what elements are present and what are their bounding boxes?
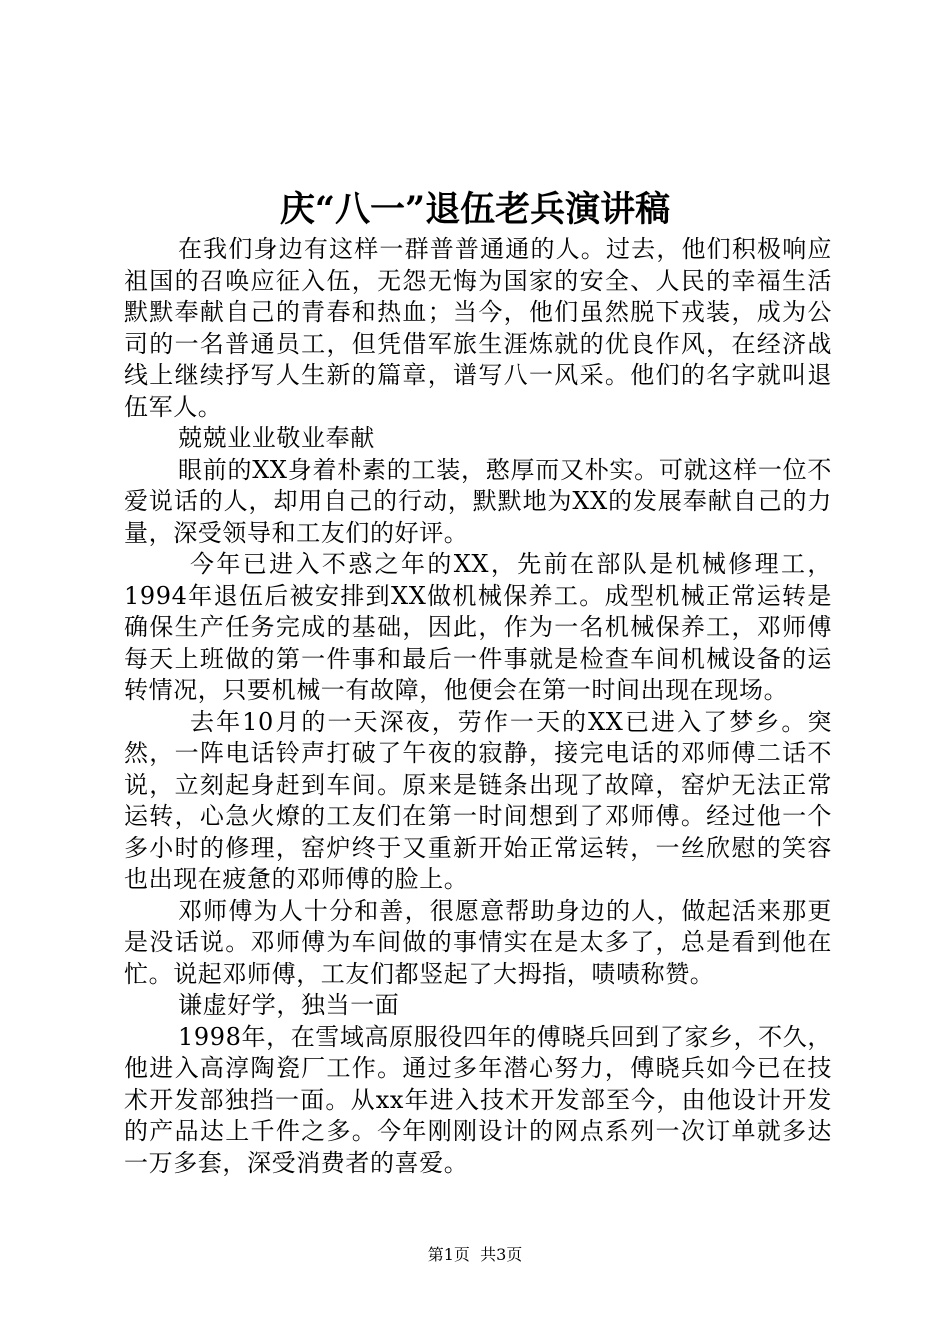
paragraph-design-work: 1998年，在雪域高原服役四年的傅晓兵回到了家乡，不久，他进入高淳陶瓷厂工作。通过多年潜心努力，傅晓兵如今已在技术开发部独挡一面。从xx年进入技术开发部至今，由他设计开发的产品达上千件之多。今年刚刚设计的网点系列一次订单就多达一万多套，深受消费者的喜爱。 xyxy=(124,1022,832,1177)
page-number: 第1页 xyxy=(427,1245,470,1264)
paragraph-character: 邓师傅为人十分和善，很愿意帮助身边的人，做起活来那更是没话说。邓师傅为车间做的事情实在是太多了，总是看到他在忙。说起邓师傅，工友们都竖起了大拇指，啧啧称赞。 xyxy=(124,896,832,988)
paragraph-description: 眼前的XX身着朴素的工装，憨厚而又朴实。可就这样一位不爱说话的人，却用自己的行动，默默地为XX的发展奉献自己的力量，深受领导和工友们的好评。 xyxy=(124,455,832,547)
paragraph-night-repair: 去年10月的一天深夜，劳作一天的XX已进入了梦乡。突然，一阵电话铃声打破了午夜的寂静，接完电话的邓师傅二话不说，立刻起身赶到车间。原来是链条出现了故障，窑炉无法正常运转，心急火燎的工友们在第一时间想到了邓师傅。经过他一个多小时的修理，窑炉终于又重新开始正常运转，一丝欣慰的笑容也出现在疲惫的邓师傅的脸上。 xyxy=(124,707,832,893)
section-heading-dedication: 兢兢业业敬业奉献 xyxy=(178,424,375,452)
page-total: 共3页 xyxy=(480,1245,523,1264)
paragraph-background: 今年已进入不惑之年的XX，先前在部队是机械修理工，1994年退伍后被安排到XX做机械保养工。成型机械正常运转是确保生产任务完成的基础，因此，作为一名机械保养工，邓师傅每天上班做的第一件事和最后一件事就是检查车间机械设备的运转情况，只要机械一有故障，他便会在第一时间出现在现场。 xyxy=(124,550,832,704)
document-title: 庆“八一”退伍老兵演讲稿 xyxy=(279,189,671,230)
document-body xyxy=(124,234,832,1179)
page-footer xyxy=(0,1244,950,1266)
section-heading-learning: 谦虚好学，独当一面 xyxy=(178,991,400,1019)
paragraph-intro: 在我们身边有这样一群普普通通的人。过去，他们积极响应祖国的召唤应征入伍，无怨无悔为国家的安全、人民的幸福生活默默奉献自己的青春和热血；当今，他们虽然脱下戎装，成为公司的一名普通员工，但凭借军旅生涯炼就的优良作风，在经济战线上继续抒写人生新的篇章，谱写八一风采。他们的名字就叫退伍军人。 xyxy=(124,235,832,421)
